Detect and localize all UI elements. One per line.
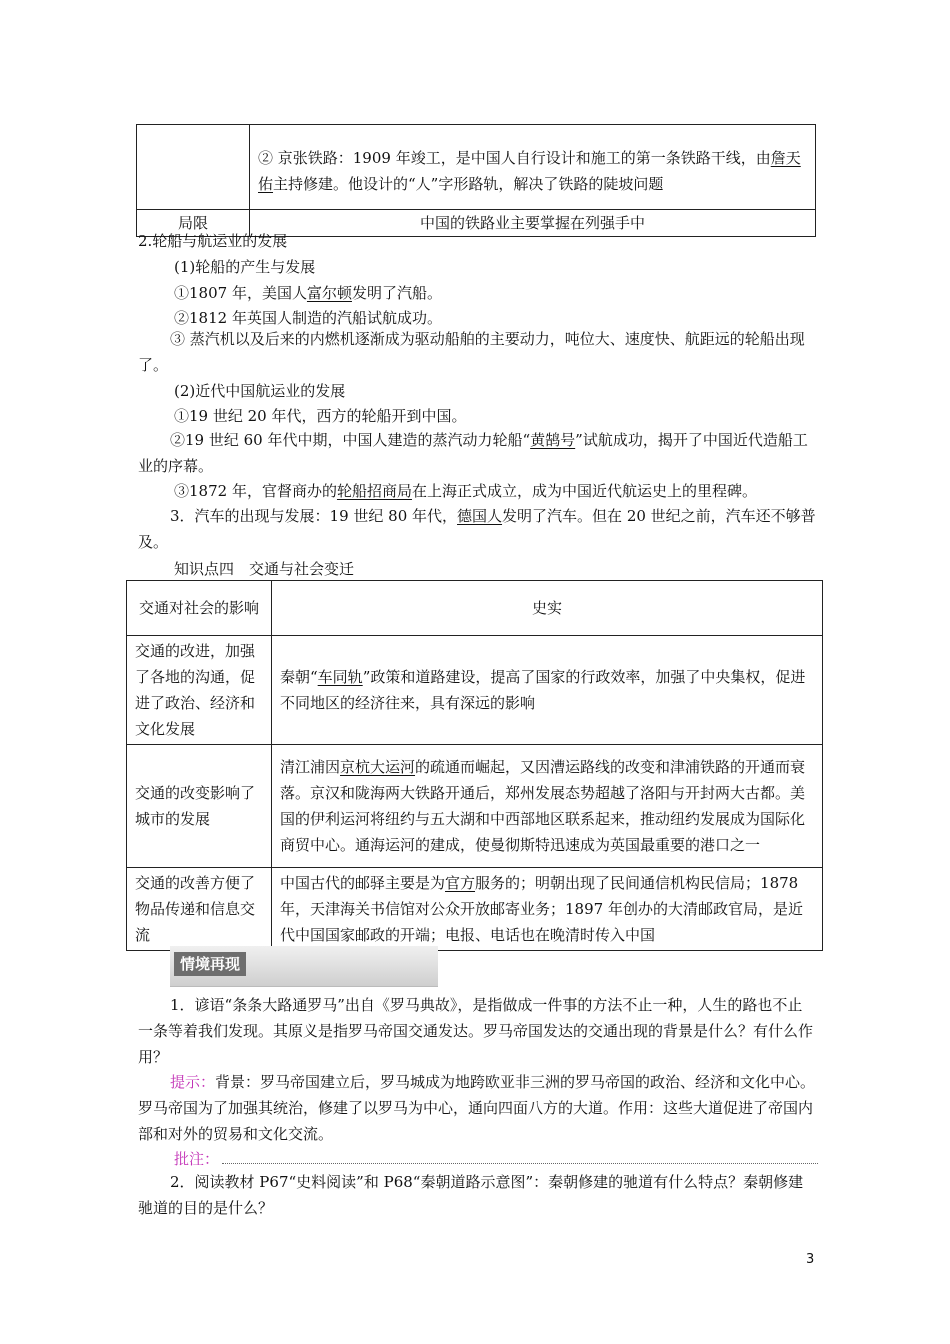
railway-table bbox=[136, 124, 816, 237]
table-cell: 中国古代的邮驿主要是为官方服务的；明朝出现了民间通信机构民信局；1878 年，天津海关书信馆对公众开放邮寄业务；1897 年创办的大清邮政官局，是近代中国国家邮政的开端；电报、电话也在晚清时传入中国 bbox=[272, 868, 823, 951]
section-banner bbox=[170, 946, 438, 987]
table-cell: 清江浦因京杭大运河的疏通而崛起，又因漕运路线的改变和津浦铁路的开通而衰落。京汉和陇海两大铁路开通后，郑州发展态势超越了洛阳与开封两大古都。美国的伊利运河将纽约与五大湖和中西部地区联系起来，推动纽约发展成为国际化商贸中心。通海运河的建成，使曼彻斯特迅速成为英国最重要的港口之一 bbox=[272, 745, 823, 868]
hint bbox=[138, 1069, 816, 1147]
section-heading: 2.轮船与航运业的发展 bbox=[138, 232, 288, 250]
hint-text: 背景：罗马帝国建立后，罗马城成为地跨欧亚非三洲的罗马帝国的政治、经济和文化中心。罗马帝国为了加强其统治，修建了以罗马为中心，通向四面八方的大道。作用：这些大道促进了帝国内部和对外的贸易和文化交流。 bbox=[138, 1073, 816, 1143]
underlined-term: 轮船招商局 bbox=[336, 482, 412, 500]
table-row bbox=[127, 636, 823, 745]
transport-society-table bbox=[126, 580, 823, 951]
underlined-term: 詹天佑 bbox=[258, 149, 801, 193]
underlined-term: 富尔顿 bbox=[306, 284, 352, 302]
note-label: 批注： bbox=[174, 1150, 220, 1168]
table-row bbox=[127, 745, 823, 868]
hint-label: 提示： bbox=[170, 1073, 216, 1091]
underlined-term: 黄鹄号 bbox=[530, 431, 576, 449]
cell-text: 主持修建。他设计的“人”字形路轨，解决了铁路的陡坡问题 bbox=[273, 175, 664, 193]
table-row bbox=[127, 581, 823, 636]
paragraph: ②19 世纪 60 年代中期，中国人建造的蒸汽动力轮船“黄鹄号”试航成功，揭开了中国近代造船工业的序幕。 bbox=[138, 431, 808, 475]
table-cell: 交通的改进，加强了各地的沟通，促进了政治、经济和文化发展 bbox=[127, 636, 272, 745]
table-row bbox=[127, 868, 823, 951]
table-cell: 局限 bbox=[137, 210, 250, 237]
paragraph: ③1872 年，官督商办的轮船招商局在上海正式成立，成为中国近代航运史上的里程碑。 bbox=[174, 482, 757, 500]
table-cell: 中国的铁路业主要掌握在列强手中 bbox=[250, 210, 816, 237]
table-cell: 交通的改善方便了物品传递和信息交流 bbox=[127, 868, 272, 951]
table-cell: 秦朝“车同轨”政策和道路建设，提高了国家的行政效率，加强了中央集权，促进不同地区的经济往来，具有深远的影响 bbox=[272, 636, 823, 745]
table-cell bbox=[250, 125, 816, 210]
page-number: 3 bbox=[806, 1252, 815, 1267]
table-cell bbox=[137, 125, 250, 210]
question-1: 1．谚语“条条大路通罗马”出自《罗马典故》，是指做成一件事的方法不止一种，人生的路也不止一条等着我们发现。其原义是指罗马帝国交通发达。罗马帝国发达的交通出现的背景是什么？有什么作用？ bbox=[138, 996, 814, 1066]
paragraph: ③ 蒸汽机以及后来的内燃机逐渐成为驱动船舶的主要动力，吨位大、速度快、航距远的轮船出现了。 bbox=[138, 330, 805, 374]
subheading: (1)轮船的产生与发展 bbox=[174, 258, 316, 276]
paragraph: ②1812 年英国人制造的汽船试航成功。 bbox=[174, 309, 442, 327]
table-header-cell: 交通对社会的影响 bbox=[127, 581, 272, 636]
underlined-term: 官方 bbox=[445, 874, 476, 892]
paragraph: ①1807 年，美国人富尔顿发明了汽船。 bbox=[174, 284, 442, 302]
underlined-term: 车同轨 bbox=[317, 668, 363, 686]
table-row bbox=[137, 125, 816, 210]
question-2: 2．阅读教材 P67“史料阅读”和 P68“秦朝道路示意图”：秦朝修建的驰道有什么特点？秦朝修建驰道的目的是什么？ bbox=[138, 1173, 804, 1217]
paragraph: ①19 世纪 20 年代，西方的轮船开到中国。 bbox=[174, 407, 467, 425]
table-header-cell: 史实 bbox=[272, 581, 823, 636]
knowledge-point-title: 知识点四 交通与社会变迁 bbox=[174, 560, 355, 578]
underlined-term: 德国人 bbox=[457, 507, 503, 525]
cell-text: ② 京张铁路：1909 年竣工，是中国人自行设计和施工的第一条铁路干线，由 bbox=[258, 149, 771, 167]
subheading: (2)近代中国航运业的发展 bbox=[174, 382, 346, 400]
banner-label: 情境再现 bbox=[174, 952, 246, 976]
paragraph: 3．汽车的出现与发展：19 世纪 80 年代，德国人发明了汽车。但在 20 世纪之前，汽车还不够普及。 bbox=[138, 507, 816, 551]
table-cell: 交通的改变影响了城市的发展 bbox=[127, 745, 272, 868]
note-line bbox=[222, 1163, 818, 1164]
underlined-term: 京杭大运河 bbox=[340, 758, 416, 776]
